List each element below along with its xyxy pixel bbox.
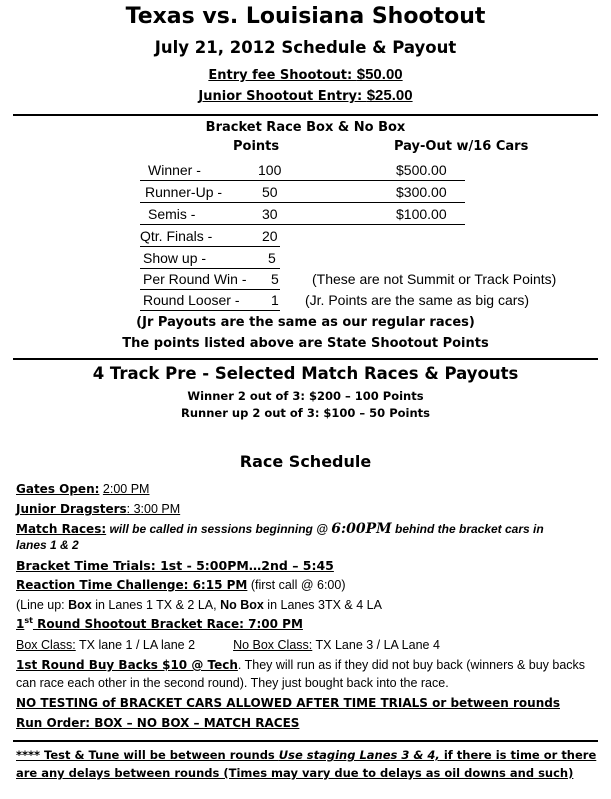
row-payout: $100.00 <box>396 206 447 222</box>
first-round-line <box>16 616 303 631</box>
lineup-text: (Line up: <box>16 598 69 612</box>
match-heading: 4 Track Pre - Selected Match Races & Payouts <box>92 364 519 383</box>
lineup-text-end: in Lanes 3TX & 4 LA <box>263 598 382 612</box>
reaction-time-note: (first call @ 6:00) <box>247 578 346 592</box>
row-payout: $300.00 <box>396 184 447 200</box>
row-points: 50 <box>262 184 278 200</box>
match-races-text: will be called in sessions beginning @ <box>106 522 332 536</box>
box-class-lanes: TX lane 1 / LA lane 2 <box>75 638 196 652</box>
divider-top <box>13 114 598 116</box>
buyback-text-continued: can race each other in the second round). They just bought back into the race. <box>16 676 449 690</box>
junior-entry-line <box>0 87 611 104</box>
row-note: (These are not Summit or Track Points) <box>312 271 557 287</box>
footer-text-end: if there is time or there <box>439 748 597 762</box>
time-trials-line <box>16 558 334 573</box>
gates-open-time: 2:00 PM <box>102 482 150 496</box>
lineup-line <box>16 598 382 612</box>
entry-fee-amount: $50.00 <box>356 66 403 83</box>
lineup-box: Box <box>68 598 92 612</box>
match-races-lanes: lanes 1 & 2 <box>16 538 79 552</box>
reaction-time-label: Reaction Time Challenge: 6:15 PM <box>16 578 248 592</box>
footer-line-1 <box>16 748 596 762</box>
row-label: Winner - <box>148 162 201 178</box>
payout-column-header: Pay-Out w/16 Cars <box>394 139 529 154</box>
reaction-time-line <box>16 578 346 592</box>
footer-staging-lanes: Use staging Lanes 3 & 4, <box>278 748 440 762</box>
row-underline <box>140 268 280 269</box>
junior-dragsters-label: Junior Dragsters <box>16 502 127 516</box>
row-underline <box>140 310 280 311</box>
run-order: Run Order: BOX – NO BOX – MATCH RACES <box>16 716 300 730</box>
points-column-header: Points <box>233 139 280 154</box>
row-label: Runner-Up - <box>145 184 223 200</box>
row-points: 100 <box>258 162 282 178</box>
gates-open-line <box>16 482 149 496</box>
match-races-text-end: behind the bracket cars in <box>391 522 544 536</box>
bracket-heading: Bracket Race Box & No Box <box>205 120 406 135</box>
row-underline <box>140 180 465 181</box>
row-payout: $500.00 <box>396 162 447 178</box>
row-label: Qtr. Finals - <box>140 228 213 244</box>
row-label: Semis - <box>148 206 196 222</box>
nobox-class-label: No Box Class: <box>233 638 313 652</box>
row-points: 5 <box>268 250 276 266</box>
entry-fee-label: Entry fee Shootout: <box>208 68 357 83</box>
match-races-time: 6:00PM <box>331 521 392 537</box>
row-note: (Jr. Points are the same as big cars) <box>305 292 530 308</box>
buyback-line <box>16 658 585 672</box>
page-subtitle: July 21, 2012 Schedule & Payout <box>154 38 457 57</box>
row-points: 20 <box>262 228 278 244</box>
nobox-class-lanes: TX Lane 3 / LA Lane 4 <box>312 638 440 652</box>
divider-middle <box>13 358 598 360</box>
junior-dragsters-line <box>16 502 180 516</box>
jr-payout-note: (Jr Payouts are the same as our regular races) <box>136 315 475 330</box>
row-points: 1 <box>271 292 279 308</box>
lineup-text-mid: in Lanes 1 TX & 2 LA, <box>91 598 221 612</box>
junior-entry-amount: $25.00 <box>366 87 413 104</box>
match-races-line <box>16 521 544 537</box>
box-class-label: Box Class: <box>16 638 76 652</box>
time-trials-text: Bracket Time Trials: 1st - 5:00PM…2nd – 5:45 <box>16 558 334 573</box>
row-points: 30 <box>262 206 278 222</box>
footer-text: **** Test & Tune will be between rounds <box>16 748 279 762</box>
footer-line-2: are any delays between rounds (Times may vary due to delays as oil downs and such) <box>16 766 574 780</box>
row-underline <box>140 289 280 290</box>
buyback-text: . They will run as if they did not buy back (winners & buy backs <box>237 658 586 672</box>
class-lanes-line <box>16 638 440 652</box>
lineup-nobox: No Box <box>220 598 264 612</box>
row-label: Show up - <box>143 250 207 266</box>
buyback-label: 1st Round Buy Backs $10 @ Tech <box>16 658 238 672</box>
no-testing-notice: NO TESTING of BRACKET CARS ALLOWED AFTER TIME TRIALS or between rounds <box>16 696 560 710</box>
first-round-number: 1 <box>16 617 25 632</box>
row-underline <box>140 202 465 203</box>
junior-entry-label: Junior Shootout Entry: <box>198 89 367 104</box>
page-title: Texas vs. Louisiana Shootout <box>125 4 486 29</box>
schedule-heading: Race Schedule <box>239 452 372 471</box>
match-winner-line: Winner 2 out of 3: $200 – 100 Points <box>187 389 424 403</box>
junior-dragsters-time: : 3:00 PM <box>126 502 181 516</box>
first-round-text: Round Shootout Bracket Race: 7:00 PM <box>32 617 303 632</box>
match-runnerup-line: Runner up 2 out of 3: $100 – 50 Points <box>181 406 430 420</box>
first-round-suffix: st <box>24 616 33 625</box>
row-underline <box>140 246 280 247</box>
match-races-label: Match Races: <box>16 522 107 536</box>
row-label: Per Round Win - <box>143 271 247 287</box>
state-points-note: The points listed above are State Shootout Points <box>122 336 489 351</box>
row-underline <box>140 224 465 225</box>
row-label: Round Looser - <box>143 292 240 308</box>
row-points: 5 <box>271 271 279 287</box>
divider-bottom <box>13 740 598 742</box>
entry-fee-line <box>0 66 611 83</box>
gates-open-label: Gates Open: <box>16 482 100 496</box>
